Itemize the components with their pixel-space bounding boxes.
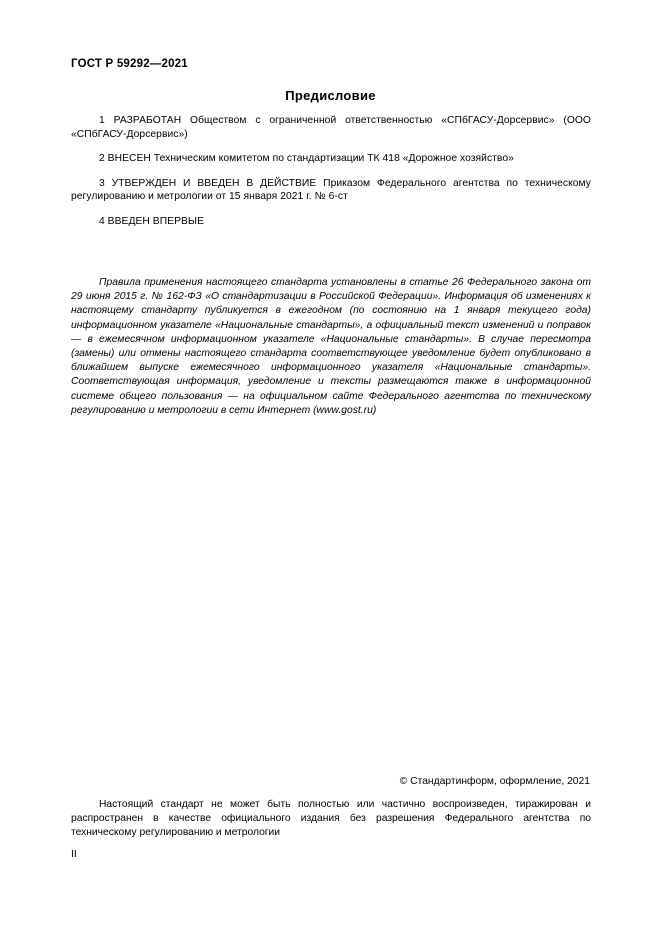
clause-item: 2 ВНЕСЕН Техническим комитетом по стандартизации ТК 418 «Дорожное хозяйство» [99, 153, 514, 165]
clause-item: 4 ВВЕДЕН ВПЕРВЫЕ [99, 215, 204, 227]
clause-item: 1 РАЗРАБОТАН Обществом с ограниченной ответственностью «СПбГАСУ-Дорсервис» (ООО «СПбГАСУ-Дорсервис») [71, 115, 591, 140]
foreword-clauses [71, 114, 591, 229]
reproduction-notice: Настоящий стандарт не может быть полностью или частично воспроизведен, тиражирован и распространен в качестве официального издания без разрешения Федерального агентства по техническому регулированию и метрологии [71, 799, 591, 838]
copyright-notice: © Стандартинформ, оформление, 2021 [399, 776, 590, 787]
clause-item: 3 УТВЕРЖДЕН И ВВЕДЕН В ДЕЙСТВИЕ Приказом Федерального агентства по техническому регулированию и метрологии от 15 января 2021 г. № 6-ст [71, 177, 591, 203]
standard-number-header: ГОСТ Р 59292—2021 [71, 58, 188, 70]
page-title: Предисловие [285, 88, 376, 103]
application-rules-text: Правила применения настоящего стандарта установлены в статье 26 Федерального закона от 29 июня 2015 г. № 162-ФЗ «О стандартизации в Российской Федерации». Информация об изменениях к настоящему стандарту публикуется в ежегодном (по состоянию на 1 января текущего года) информационном указателе «Национальные стандарты», а официальный текст изменений и поправок — в ежемесячном информационном указателе «Национальные стандарты». В случае пересмотра (замены) или отмены настоящего стандарта соответствующее уведомление будет опубликовано в ближайшем выпуске ежемесячного информационного указателя «Национальные стандарты». Соответствующая информация, уведомление и тексты размещаются также в информационной системе общего пользования — на официальном сайте Федерального агентства по техническому регулированию и метрологии в сети Интернет (www.gost.ru) [71, 277, 591, 416]
page-number: II [71, 849, 77, 860]
